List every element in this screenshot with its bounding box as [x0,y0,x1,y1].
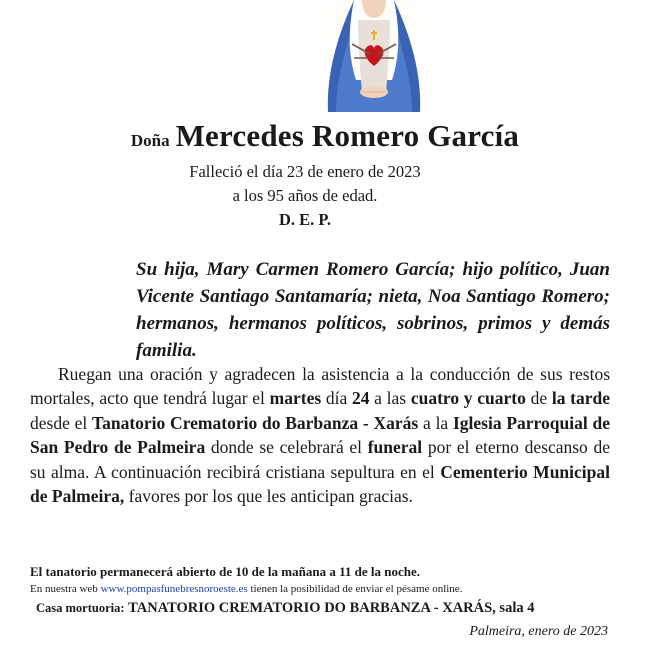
place-date-signoff: Palmeira, enero de 2023 [469,624,608,639]
body-bold-place: Tanatorio Crematorio do Barbanza - Xarás [92,412,419,433]
family-paragraph: Su hija, Mary Carmen Romero García; hijo político, Juan Vicente Santiago Santamaría; nieta, Noa Santiago Romero; hermanos, hermanos políticos, sobrinos, primos y demás familia. [136,259,610,361]
funeral-home-value: TANATORIO CREMATORIO DO BARBANZA - XARÁS, sala 4 [128,600,535,616]
body-text: desde el [30,412,93,433]
body-bold-day: martes [269,388,322,409]
body-text: de [525,388,552,409]
body-bold-date: 24 [351,388,370,409]
body-text: a la [418,412,453,433]
rip-line: D. E. P. [278,210,332,229]
website-link[interactable]: www.pompasfunebresnoroeste.es [100,583,248,595]
body-text: donde se celebrará el [205,437,368,458]
body-bold-cemetery: Cementerio Municipal de Palmeira, [30,461,610,507]
body-text: por el eterno descanso de su alma. A continuación recibirá cristiana sepultura en el [30,437,610,482]
death-date: Falleció el día 23 de enero de 2023 [189,162,421,181]
body-text: a las [369,388,411,409]
age-line: a los 95 años de edad. [232,186,378,205]
body-bold-time: la tarde [551,388,610,409]
virgin-mary-sacred-heart-icon [318,0,430,112]
virgin-mary-portrait [318,0,430,112]
funeral-home-line [36,600,616,617]
body-bold-funeral: funeral [367,437,423,458]
web-note-text: En nuestra web [30,583,101,595]
body-bold-time: cuatro y cuarto [410,388,526,409]
body-text: día [321,388,352,409]
web-condolence-note [30,583,610,595]
deceased-name: Mercedes Romero García [175,118,520,153]
body-text: Ruegan una oración y agradecen la asistencia a la conducción de sus restos mortales, acto que tendrá lugar el [30,364,610,409]
opening-hours-note: El tanatorio permanecerá abierto de 10 de la mañana a 11 de la noche. [30,564,420,579]
body-bold-church: Iglesia Parroquial de San Pedro de Palmeira [30,412,610,458]
body-text: favores por los que les anticipan gracias. [124,486,413,507]
honorific: Doña [130,131,170,150]
web-note-text: tienen la posibilidad de enviar el pésame online. [247,583,463,595]
deceased-heading [0,118,650,154]
funeral-home-label: Casa mortuoria: [36,601,125,615]
service-paragraph [30,362,610,508]
